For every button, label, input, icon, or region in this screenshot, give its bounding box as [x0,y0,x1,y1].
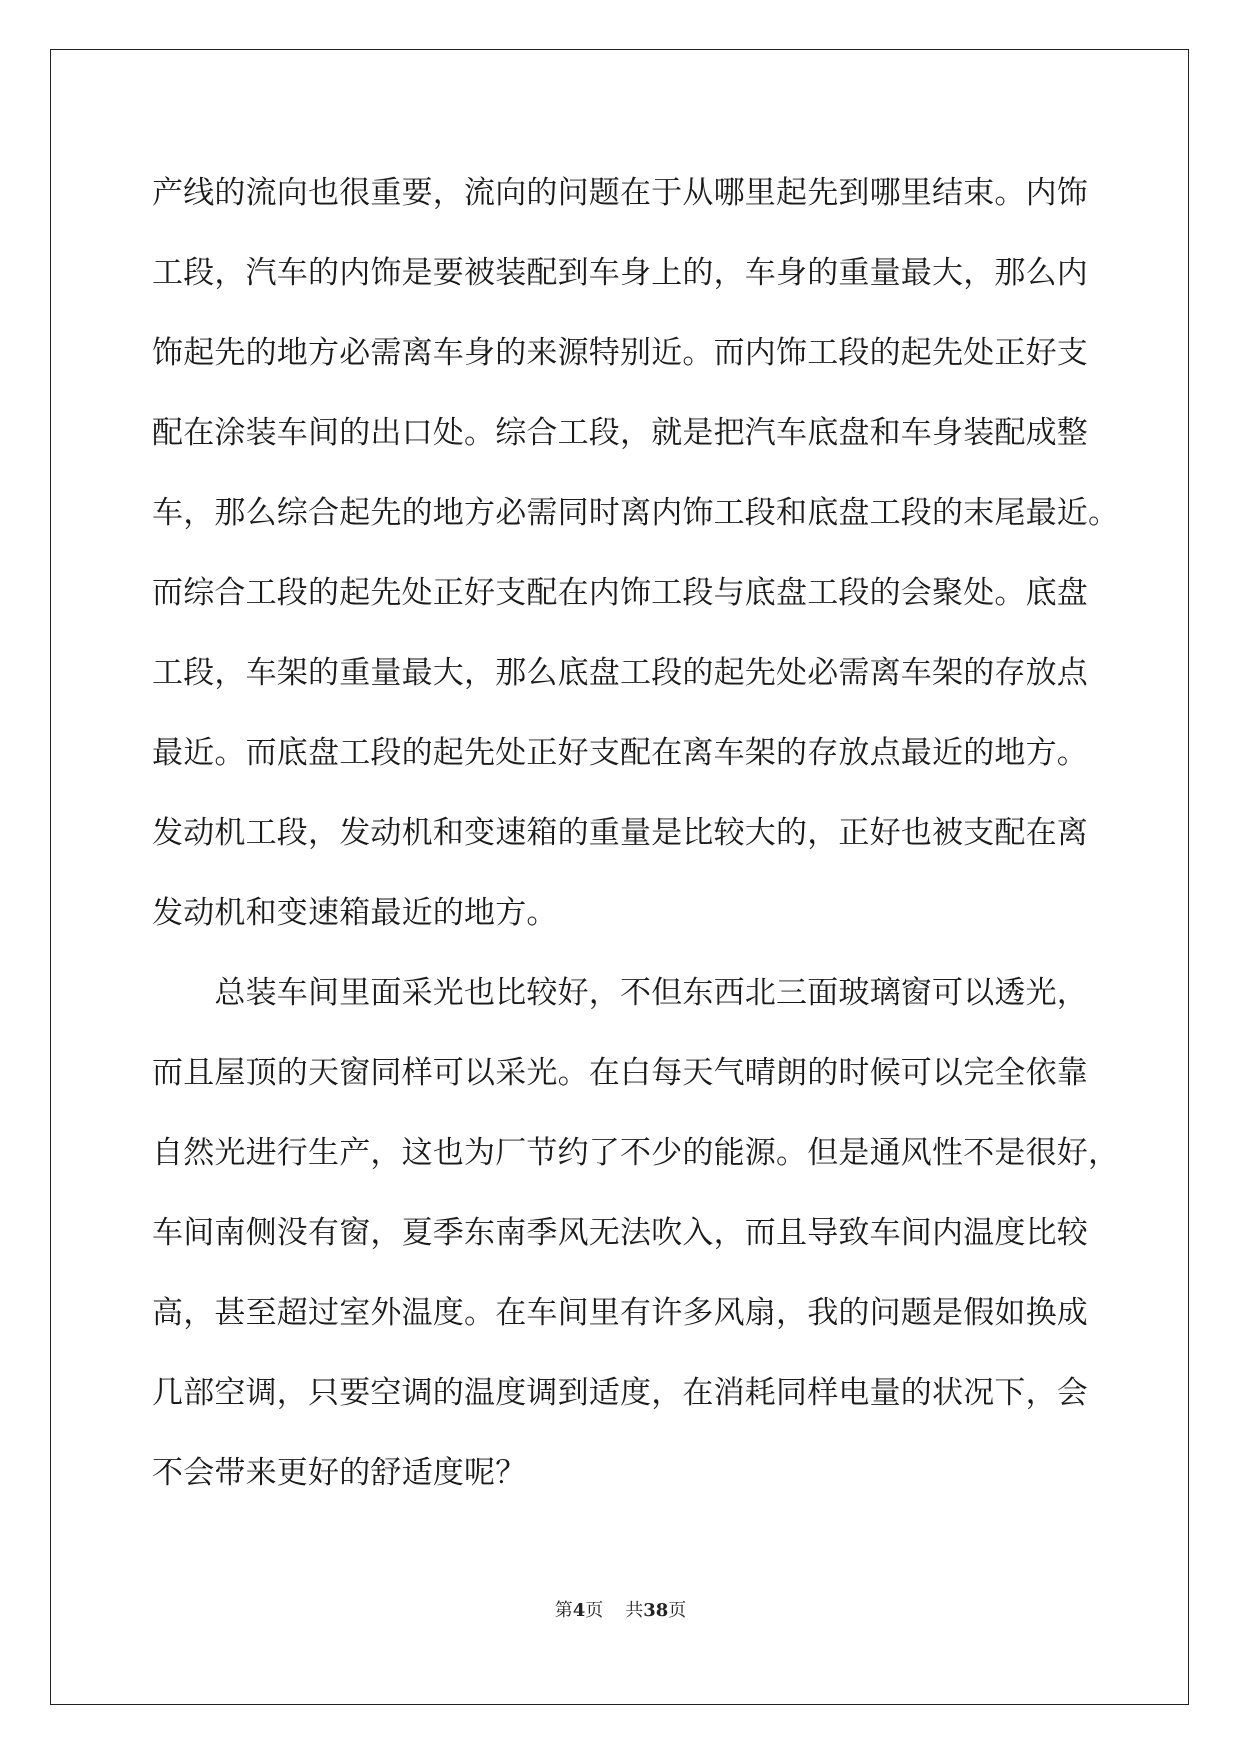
text-line: 高，甚至超过室外温度。在车间里有许多风扇，我的问题是假如换成 [152,1295,1088,1331]
total-suffix: 页 [668,1600,687,1621]
text-line: 最近。而底盘工段的起先处正好支配在离车架的存放点最近的地方。 [152,735,1088,771]
text-line: 不会带来更好的舒适度呢？ [152,1455,527,1491]
text-line: 车间南侧没有窗，夏季东南季风无法吹入，而且导致车间内温度比较 [152,1215,1088,1251]
text-line: 总装车间里面采光也比较好，不但东西北三面玻璃窗可以透光， [152,975,1088,1011]
text-line: 而且屋顶的天窗同样可以采光。在白每天气晴朗的时候可以完全依靠 [152,1055,1088,1091]
text-line: 工段，车架的重量最大，那么底盘工段的起先处必需离车架的存放点 [152,655,1088,691]
text-line: 而综合工段的起先处正好支配在内饰工段与底盘工段的会聚处。底盘 [152,575,1088,611]
text-line: 产线的流向也很重要，流向的问题在于从哪里起先到哪里结束。内饰 [152,175,1088,211]
text-line: 工段，汽车的内饰是要被装配到车身上的，车身的重量最大，那么内 [152,255,1088,291]
text-line: 几部空调，只要空调的温度调到适度，在消耗同样电量的状况下，会 [152,1375,1088,1411]
page-prefix: 第 [554,1600,573,1621]
page-number: 4 [572,1600,586,1621]
page-footer [0,1596,1241,1622]
text-line: 发动机和变速箱最近的地方。 [152,895,558,931]
text-line: 配在涂装车间的出口处。综合工段，就是把汽车底盘和车身装配成整 [152,415,1088,451]
total-pages: 38 [643,1600,669,1621]
document-body [152,153,1120,1513]
text-line: 饰起先的地方必需离车身的来源特别近。而内饰工段的起先处正好支 [152,335,1088,371]
text-line: 发动机工段，发动机和变速箱的重量是比较大的，正好也被支配在离 [152,815,1088,851]
page-suffix: 页 [585,1600,604,1621]
total-prefix: 共 [625,1600,644,1621]
text-line: 车，那么综合起先的地方必需同时离内饰工段和底盘工段的末尾最近。 [152,495,1120,531]
text-line: 自然光进行生产，这也为厂节约了不少的能源。但是通风性不是很好， [152,1135,1120,1171]
